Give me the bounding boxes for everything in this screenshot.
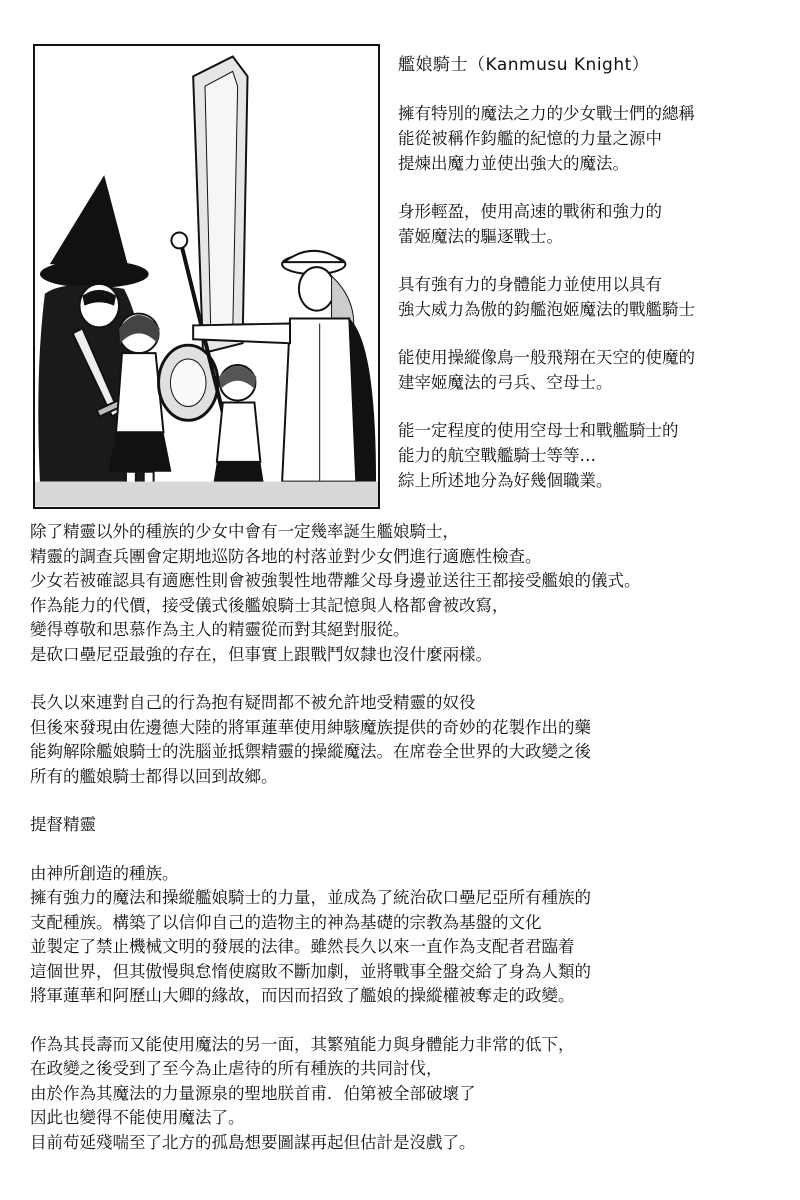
- section-heading-admiral-elf: 提督精靈: [30, 815, 96, 834]
- side-paragraph-1: 擁有特別的魔法之力的少女戰士們的總稱 能從被稱作鈞艦的紀憶的力量之源中 提煉出魔力並使出強大的魔法。: [398, 104, 695, 173]
- ground-tone: [35, 482, 378, 507]
- side-paragraph-2: 身形輕盈，使用高速的戰術和強力的 蕾姬魔法的驅逐戰士。: [398, 202, 662, 246]
- section-title-kanmusu-knight: 艦娘騎士（Kanmusu Knight）: [398, 55, 650, 75]
- giant-sword: [193, 57, 247, 354]
- main-paragraph-2: 長久以來連對自己的行為抱有疑問都不被允許地受精靈的奴役 但後來發現由佐邊德大陸的將軍蓮華使用紳駭魔族提供的奇妙的花製作出的藥 能夠解除艦娘騎士的洗腦並抵禦精靈的操縱魔法。在席卷全世界的大政變之後 所有的艦娘騎士都得以回到故鄉。: [30, 693, 591, 786]
- main-paragraph-1: 除了精靈以外的種族的少女中會有一定幾率誕生艦娘騎士， 精靈的調查兵團會定期地巡防各地的村落並對少女們進行適應性檢查。 少女若被確認具有適應性則會被強製性地帶離父母身邊並送往王都接受艦娘的儀式。 作為能力的代價，接受儀式後艦娘騎士其記憶與人格都會被改寫， 變得尊敬和思慕作為主人的精靈從而對其絕對服從。 是砍口壘尼亞最強的存在，但事實上跟戰鬥奴隸也沒什麼兩樣。: [30, 522, 641, 664]
- side-paragraph-5: 能一定程度的使用空母士和戰艦騎士的 能力的航空戰艦騎士等等… 綜上所述地分為好幾個職業。: [398, 421, 679, 490]
- side-description: [398, 52, 793, 516]
- side-paragraph-3: 具有強有力的身體能力並使用以具有 強大威力為傲的鈞艦泡姬魔法的戰艦騎士: [398, 275, 695, 319]
- character-illustration: [33, 44, 380, 509]
- side-paragraph-4: 能使用操縱像鳥一般飛翔在天空的使魔的 建宰姬魔法的弓兵、空母士。: [398, 348, 695, 392]
- illustration-drawing: [35, 46, 378, 507]
- small-girl: [213, 365, 264, 487]
- main-paragraph-3: 由神所創造的種族。 擁有強力的魔法和操縱艦娘騎士的力量，並成為了統治砍口壘尼亞所有種族的 支配種族。構築了以信仰自己的造物主的神為基礎的宗教為基盤的文化 並製定了禁止機械文明的發展的法律。雖然長久以來一直作為支配者君臨着 這個世界，但其傲慢與怠惰使腐敗不斷加劇，並將戰事全盤交給了身為人類的 將軍蓮華和阿歷山大卿的緣故，而因而招致了艦娘的操縱權被奪走的政變。: [30, 863, 591, 1005]
- main-paragraph-4: 作為其長壽而又能使用魔法的另一面，其繁殖能力與身體能力非常的低下， 在政變之後受到了至今為止虐待的所有種族的共同討伐， 由於作為其魔法的力量源泉的聖地朕首甫．伯第被全部破壞了 因此也變得不能使用魔法了。 目前苟延殘喘至了北方的孤島想要圖謀再起但估計是沒戲了。: [30, 1034, 575, 1152]
- main-text: [30, 520, 800, 1179]
